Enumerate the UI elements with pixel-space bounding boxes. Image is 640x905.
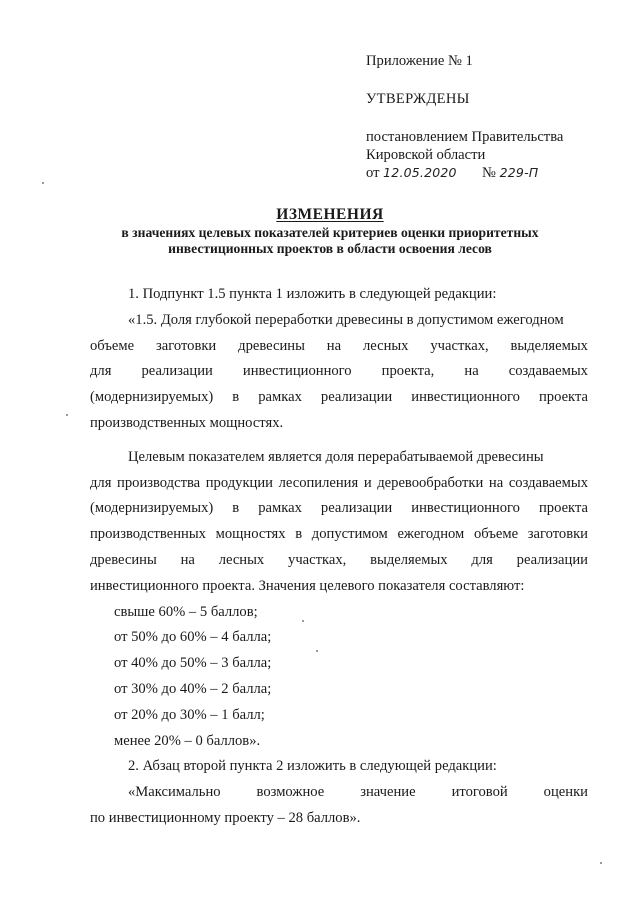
word: рамках: [258, 389, 302, 406]
paragraph-1: 1. Подпункт 1.5 пункта 1 изложить в следующей редакции:: [128, 286, 497, 302]
word: в: [232, 389, 240, 406]
paragraph-4: 2. Абзац второй пункта 2 изложить в следующей редакции:: [128, 758, 497, 775]
word: в: [232, 500, 240, 517]
paragraph-2-line-1: «1.5. Доля глубокой переработки древесины в допустимом ежегодном: [128, 311, 564, 328]
word: (модернизируемых): [90, 389, 214, 406]
document-title: ИЗМЕНЕНИЯ: [276, 206, 384, 223]
date-prefix: от: [366, 165, 380, 181]
word: проекта: [538, 500, 588, 517]
word: рамках: [258, 500, 302, 517]
word: «Максимально: [128, 784, 221, 801]
handwritten-number: 229-П: [499, 165, 539, 180]
word: на: [326, 337, 342, 354]
number-prefix: №: [482, 165, 496, 181]
word: реализации: [141, 363, 213, 380]
decree-date-line: [366, 164, 616, 182]
word: участках,: [288, 551, 347, 568]
document-body: [90, 282, 588, 832]
word: создаваемых: [508, 363, 588, 380]
word: значение: [360, 784, 416, 801]
word: реализации: [516, 551, 588, 568]
word: лесных: [218, 551, 265, 568]
word: (модернизируемых): [90, 500, 214, 517]
word: на: [180, 551, 195, 568]
word: выделяемых: [370, 551, 448, 568]
word: проекта: [538, 389, 588, 406]
word: выделяемых: [510, 337, 588, 354]
score-list-item: менее 20% – 0 баллов».: [114, 732, 261, 749]
document-subtitle-line-2: инвестиционных проектов в области освоения лесов: [168, 241, 492, 256]
paragraph-5-last-line: по инвестиционному проекту – 28 баллов».: [90, 809, 361, 826]
paragraph-3-line-1: Целевым показателем является доля перерабатываемой древесины: [128, 448, 544, 465]
document-subtitle-line-1: в значениях целевых показателей критериев оценки приоритетных: [121, 225, 539, 240]
word: итоговой: [451, 784, 508, 801]
handwritten-date: 12.05.2020: [383, 165, 457, 180]
word: инвестиционного: [411, 500, 520, 517]
word: инвестиционного: [411, 389, 520, 406]
word: на: [464, 363, 479, 380]
paragraph-2-line-4: [90, 385, 588, 411]
word: проекта,: [381, 363, 435, 380]
word: лесных: [362, 337, 409, 354]
paragraph-3-line-3: [90, 496, 588, 522]
paragraph-2-last-line: производственных мощностях.: [90, 414, 284, 431]
scan-speck: [600, 862, 602, 864]
word: объеме: [90, 337, 135, 354]
score-list-item: от 40% до 50% – 3 балла;: [114, 655, 272, 672]
paragraph-3-line-4: производственных мощностях в допустимом ежегодном объеме заготовки: [90, 526, 588, 543]
approval-block: [366, 52, 616, 182]
word: для: [471, 551, 493, 568]
scan-speck: [302, 620, 304, 622]
paragraph-5-line-1: [90, 780, 588, 806]
word: реализации: [320, 389, 393, 406]
score-list-item: от 30% до 40% – 2 балла;: [114, 680, 272, 697]
paragraph-3-line-5: [90, 548, 588, 574]
score-list: [90, 600, 588, 755]
scan-speck: [66, 414, 68, 416]
decree-line-2: Кировской области: [366, 147, 486, 163]
score-list-item: от 50% до 60% – 4 балла;: [114, 629, 272, 646]
word: возможное: [256, 784, 325, 801]
word: для: [90, 363, 112, 380]
scan-speck: [42, 182, 44, 184]
word: древесины: [238, 337, 305, 354]
word: реализации: [320, 500, 393, 517]
score-list-item: свыше 60% – 5 баллов;: [114, 603, 258, 620]
word: заготовки: [156, 337, 217, 354]
word: древесины: [90, 551, 157, 568]
paragraph-2-line-3: [90, 359, 588, 385]
paragraph-2-line-2: [90, 334, 588, 360]
paragraph-3-line-2: для производства продукции лесопиления и деревообработки на создаваемых: [90, 474, 588, 491]
approved-label: УТВЕРЖДЕНЫ: [366, 91, 470, 107]
scan-speck: [316, 650, 318, 652]
score-list-item: от 20% до 30% – 1 балл;: [114, 706, 265, 723]
decree-line-1: постановлением Правительства: [366, 129, 564, 145]
paragraph-3-last-line: инвестиционного проекта. Значения целевого показателя составляют:: [90, 577, 525, 594]
word: оценки: [543, 784, 588, 801]
title-block: [60, 205, 600, 257]
word: инвестиционного: [242, 363, 352, 380]
word: участках,: [430, 337, 489, 354]
annex-label: Приложение № 1: [366, 53, 473, 69]
